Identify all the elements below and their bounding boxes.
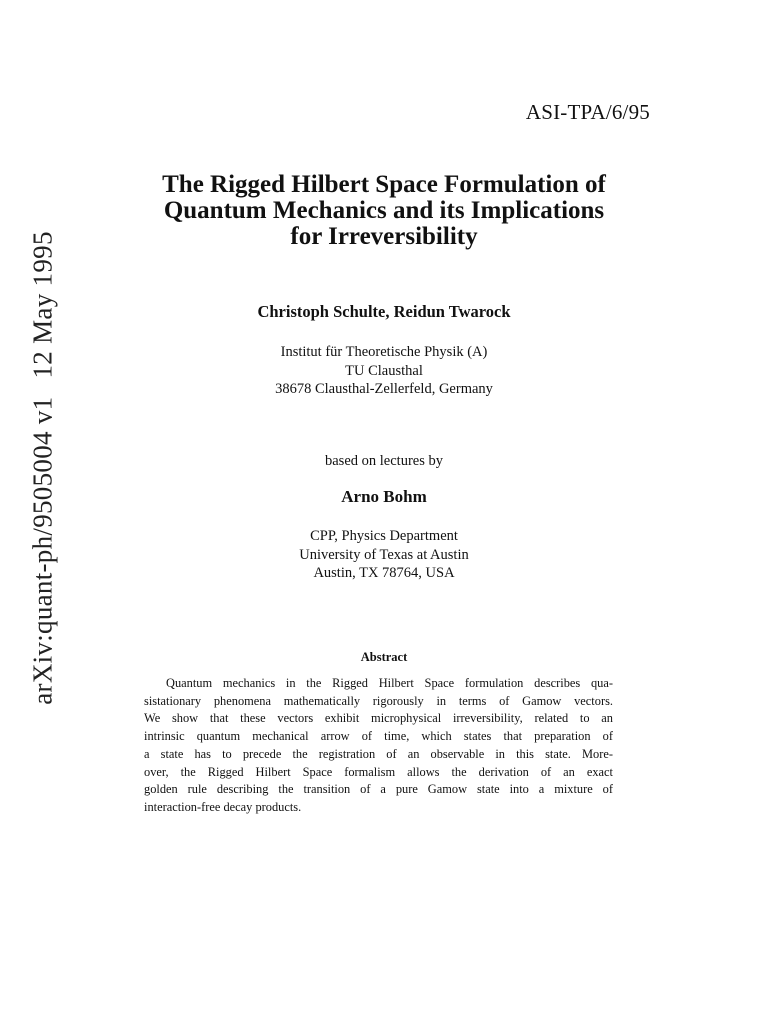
abstract-line: sistationary phenomena mathematically rigorously in terms of Gamow vectors. — [144, 693, 613, 708]
affiliation-line: CPP, Physics Department — [310, 528, 458, 544]
affiliation-line: Institut für Theoretische Physik (A) — [280, 344, 488, 360]
lecturer-affiliation — [0, 527, 768, 583]
lectures-note: based on lectures by — [325, 453, 443, 469]
abstract-line: interaction-free decay products. — [144, 799, 302, 814]
affiliation-line: 38678 Clausthal-Zellerfeld, Germany — [275, 381, 493, 397]
abstract-line: golden rule describing the transition of a pure Gamow state into a mixture of — [144, 782, 613, 797]
lecturer-name: Arno Bohm — [341, 487, 427, 506]
abstract-heading: Abstract — [360, 650, 408, 664]
paper-title — [0, 172, 768, 250]
title-line: for Irreversibility — [290, 223, 478, 250]
abstract-line: a state has to precede the registration of an observable in this state. More- — [144, 746, 613, 761]
affiliation-line: University of Texas at Austin — [299, 546, 469, 563]
abstract-line: Quantum mechanics in the Rigged Hilbert Space formulation describes qua- — [166, 676, 613, 690]
title-line: Quantum Mechanics and its Implications — [163, 197, 605, 224]
abstract-line: We show that these vectors exhibit microphysical irreversibility, related to an — [144, 711, 613, 726]
report-number: ASI-TPA/6/95 — [525, 100, 650, 124]
affiliation-line: Austin, TX 78764, USA — [313, 565, 455, 581]
affiliation-line: TU Clausthal — [345, 362, 423, 379]
author-affiliation — [0, 343, 768, 399]
arxiv-date: 12 May 1995 — [27, 231, 58, 379]
authors: Christoph Schulte, Reidun Twarock — [257, 302, 511, 321]
abstract-body — [144, 675, 613, 817]
abstract-line: over, the Rigged Hilbert Space formalism allows the derivation of an exact — [144, 764, 613, 779]
abstract-line: intrinsic quantum mechanical arrow of time, which states that preparation of — [144, 729, 613, 744]
arxiv-identifier: arXiv:quant-ph/9505004 v1 — [27, 396, 58, 705]
title-line: The Rigged Hilbert Space Formulation of — [162, 171, 606, 198]
